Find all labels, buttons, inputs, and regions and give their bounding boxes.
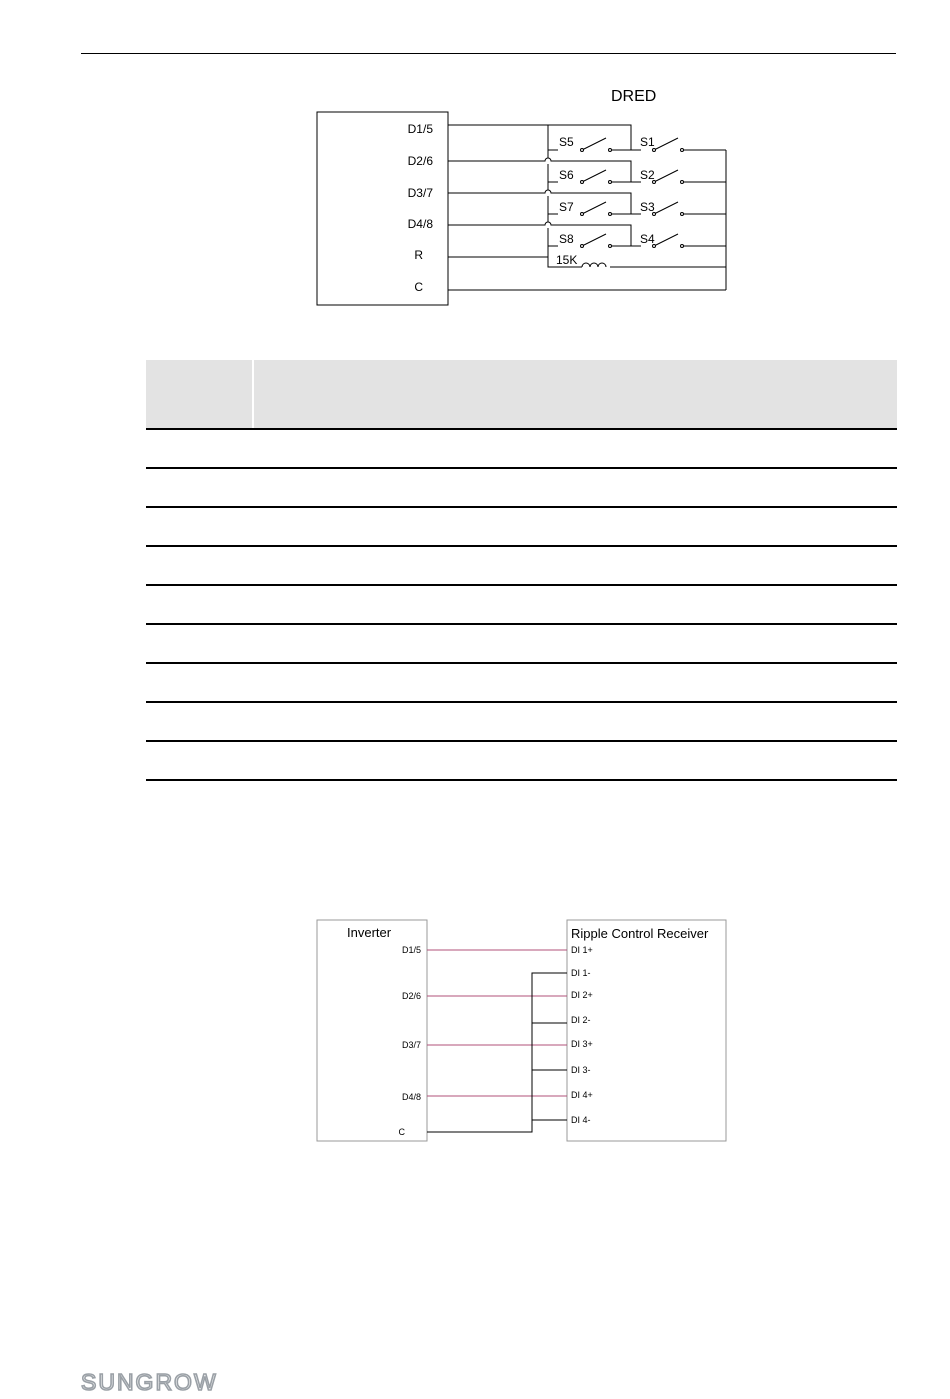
switch-label-s6: S6 (559, 168, 574, 182)
switch-label-s5: S5 (559, 135, 574, 149)
table-row (146, 586, 897, 625)
table-row (146, 508, 897, 547)
dred-mode-table (146, 360, 897, 781)
inv-terminal-c: C (398, 1127, 405, 1137)
table-row (146, 430, 897, 469)
rcv-terminal-di4m: DI 4- (571, 1115, 591, 1125)
inverter-terminal-block (317, 112, 448, 305)
resistor-label: 15K (556, 253, 578, 267)
table-row (146, 625, 897, 664)
rcv-terminal-di1p: DI 1+ (571, 945, 593, 955)
switch-label-s2: S2 (640, 168, 655, 182)
inv-terminal-d15: D1/5 (401, 945, 421, 955)
table-row (146, 664, 897, 703)
receiver-title: Ripple Control Receiver (571, 926, 709, 941)
terminal-label-d26: D2/6 (407, 154, 433, 168)
terminal-label-r: R (414, 248, 423, 262)
table-row (146, 547, 897, 586)
inv-terminal-d26: D2/6 (401, 991, 421, 1001)
table-header-cell-2 (254, 360, 897, 428)
table-row (146, 703, 897, 742)
rcv-terminal-di2m: DI 2- (571, 1015, 591, 1025)
table-row (146, 742, 897, 781)
terminal-label-d48: D4/8 (407, 217, 433, 231)
table-row (146, 469, 897, 508)
terminal-label-d37: D3/7 (407, 186, 433, 200)
svg-text:SUNGROW: SUNGROW (81, 1370, 218, 1394)
ripple-control-diagram (0, 900, 950, 1160)
sungrow-logo-icon (81, 1370, 241, 1394)
dred-title: DRED (611, 88, 657, 105)
table-header-row (146, 360, 897, 430)
rcv-terminal-di2p: DI 2+ (571, 990, 593, 1000)
terminal-label-c: C (414, 280, 423, 294)
common-wires (427, 973, 567, 1132)
rcv-terminal-di3p: DI 3+ (571, 1039, 593, 1049)
switch-label-s1: S1 (640, 135, 655, 149)
dred-wires (448, 125, 726, 290)
inv-terminal-d48: D4/8 (401, 1092, 421, 1102)
rcv-terminal-di3m: DI 3- (571, 1065, 591, 1075)
table-header-cell-1 (146, 360, 254, 428)
dred-wiring-diagram (0, 0, 950, 320)
switch-label-s7: S7 (559, 200, 574, 214)
switch-label-s3: S3 (640, 200, 655, 214)
inverter-title: Inverter (347, 925, 392, 940)
switch-label-s4: S4 (640, 232, 655, 246)
rcv-terminal-di4p: DI 4+ (571, 1090, 593, 1100)
switch-label-s8: S8 (559, 232, 574, 246)
rcv-terminal-di1m: DI 1- (571, 968, 591, 978)
inv-terminal-d37: D3/7 (401, 1040, 421, 1050)
terminal-label-d15: D1/5 (407, 122, 433, 136)
